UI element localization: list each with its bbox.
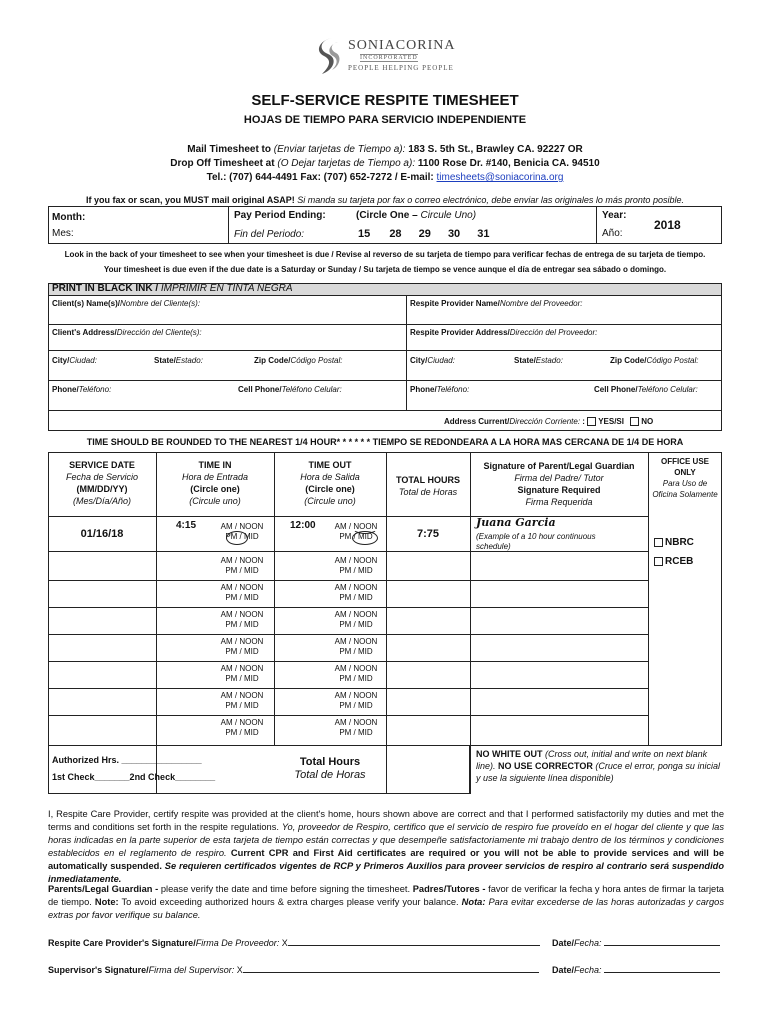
certification-text: I, Respite Care Provider, certify respite was provided at the client's home, hours shown above are correct and that I performed satisfactorily my duties and met the terms and conditions set forth in the respite regulations. Yo, proveedor de Respiro, certifico que el servicio de respiro fue proveído en el hogar del cliente y que las horas indicadas en la parte superior de esta tarjeta de tiempo están correctas y que desempeñe satisfactoriamente mi trabajo dentro de los términos y condiciones establecidos en el reglamento de respiro. Current CPR and First Aid certificates are required or you will not be able to provide services and will be automatically suspended. Se requieren certificados vigentes de RCP y Primeros Auxilios para proveer servicios de respiro al contrario será suspendido inmediatamente.: [48, 809, 725, 884]
ampm-choice[interactable]: [326, 610, 386, 630]
pm-mid-label: PM / MID: [225, 620, 259, 629]
pm-mid-label: PM / MID: [339, 728, 373, 737]
provider-phone-field[interactable]: Phone/Teléfono:: [410, 385, 470, 394]
ampm-choice[interactable]: [212, 691, 272, 711]
client-zip-field[interactable]: Zip Code/Código Postal:: [254, 356, 343, 365]
pm-mid-label: PM / MID: [339, 566, 373, 575]
rceb-option[interactable]: RCEB: [654, 556, 693, 567]
am-noon-label: AM / NOON: [220, 610, 264, 619]
am-noon-label: AM / NOON: [220, 691, 264, 700]
nbrc-checkbox[interactable]: [654, 538, 663, 547]
ampm-choice[interactable]: [212, 664, 272, 684]
ampm-choice[interactable]: [326, 664, 386, 684]
total-hours-label: Total Hours Total de Horas: [294, 756, 366, 781]
am-noon-label: AM / NOON: [220, 522, 264, 531]
pm-mid-label: PM / MID: [339, 593, 373, 602]
client-phone-field[interactable]: Phone/Teléfono:: [52, 385, 112, 394]
logo-name: SONIACORINA: [348, 38, 456, 53]
year-label: Year:: [602, 210, 627, 221]
am-noon-label: AM / NOON: [334, 718, 378, 727]
ampm-choice[interactable]: [212, 637, 272, 657]
header-total-hours: TOTAL HOURS Total de Horas: [395, 475, 460, 497]
pm-mid-label: PM / MID: [225, 701, 259, 710]
am-noon-label: AM / NOON: [220, 664, 264, 673]
mail-line-3: Tel.: (707) 644-4491 Fax: (707) 652-7272 / E-mail: timesheets@soniacorina.org: [206, 172, 564, 183]
example-note: (Example of a 10 hour continuous schedule): [476, 532, 596, 551]
email-link[interactable]: timesheets@soniacorina.org: [436, 172, 564, 183]
parents-note: Parents/Legal Guardian - please verify the date and time before signing the timesheet. Padres/Tutores - favor de verificar la fecha y hora antes de firmar la tarjeta de tiempo. Note: To avoid exceeding authorized hours & extra charges please verify your balance. Nota: Para evitar excederse de las horas autorizadas y cargos extras por favor verifique su balance.: [48, 884, 724, 920]
pm-mid-label: PM / MID: [339, 674, 373, 683]
ampm-choice[interactable]: [212, 610, 272, 630]
am-noon-label: AM / NOON: [220, 556, 264, 565]
ano-label: Año:: [602, 228, 623, 239]
page-subtitle: HOJAS DE TIEMPO PARA SERVICIO INDEPENDIENTE: [243, 114, 527, 126]
check-line[interactable]: 1st Check_______2nd Check________: [52, 772, 216, 782]
provider-name-field[interactable]: Respite Provider Name/Nombre del Proveedor:: [410, 299, 583, 308]
company-logo: [312, 36, 462, 78]
example-date: 01/16/18: [80, 528, 124, 540]
header-signature: Signature of Parent/Legal Guardian Firma del Padre/ Tutor Signature Required Firma Requerida: [483, 461, 635, 507]
header-time-out: TIME OUT Hora de Salida (Circle one) (Circule uno): [300, 460, 360, 506]
am-noon-label: AM / NOON: [220, 718, 264, 727]
pm-mid-label: PM / MID: [225, 593, 259, 602]
address-current: Address Current/Dirección Corriente: : YES/SI NO: [444, 417, 654, 426]
header-time-in: TIME IN Hora de Entrada (Circle one) (Circule uno): [181, 460, 249, 506]
pay-period-label: Pay Period Ending:: [234, 210, 326, 221]
logo-swirl-icon: [312, 36, 346, 76]
provider-city-field[interactable]: City/Ciudad:: [410, 356, 455, 365]
mail-line-1: Mail Timesheet to (Enviar tarjetas de Tiempo a): 183 S. 5th St., Brawley CA. 92227 OR: [187, 144, 583, 155]
no-white-out-note: NO WHITE OUT (Cross out, initial and write on next blank line). NO USE CORRECTOR (Cruce el error, ponga su inicial y use la siguiente línea disponible): [476, 749, 720, 783]
am-noon-label: AM / NOON: [334, 610, 378, 619]
am-noon-label: AM / NOON: [220, 637, 264, 646]
am-noon-label: AM / NOON: [334, 522, 378, 531]
am-noon-label: AM / NOON: [334, 664, 378, 673]
day-option[interactable]: 29: [418, 228, 431, 240]
provider-state-field[interactable]: State/Estado:: [514, 356, 563, 365]
day-option[interactable]: 31: [477, 228, 490, 240]
am-noon-label: AM / NOON: [334, 583, 378, 592]
circle-one-label: (Circle One – Circule Uno): [356, 210, 477, 221]
example-time-in: 4:15: [176, 520, 197, 531]
lookback-note: Look in the back of your timesheet to see when your timesheet is due / Revise al reverso de su tarjeta de tiempo para verificar fechas de entrega de su tarjeta de tiempo.: [64, 250, 706, 259]
authorized-hours[interactable]: Authorized Hrs. ________________: [52, 755, 202, 765]
client-cell-field[interactable]: Cell Phone/Teléfono Celular:: [238, 385, 342, 394]
pm-mid-label: PM / MID: [225, 728, 259, 737]
pm-mid-label: PM / MID: [225, 647, 259, 656]
rceb-checkbox[interactable]: [654, 557, 663, 566]
pm-mid-label: PM / MID: [225, 532, 259, 541]
pm-mid-label: PM / MID: [225, 566, 259, 575]
ampm-choice[interactable]: [212, 583, 272, 603]
example-time-out: 12:00: [290, 520, 316, 531]
ampm-choice[interactable]: [212, 556, 272, 576]
supervisor-date-line[interactable]: Date/Fecha:: [552, 965, 720, 975]
pm-mid-label: PM / MID: [225, 674, 259, 683]
yes-checkbox[interactable]: [587, 417, 596, 426]
totals-row: [48, 746, 470, 794]
provider-signature-line[interactable]: Respite Care Provider's Signature/Firma De Proveedor: X: [48, 938, 540, 948]
due-note: Your timesheet is due even if the due date is a Saturday or Sunday / Su tarjeta de tiempo se vence aunque el día de entregar sea sábado o domingo.: [103, 265, 667, 274]
am-noon-label: AM / NOON: [334, 691, 378, 700]
pay-period-days: [358, 228, 490, 240]
provider-date-line[interactable]: Date/Fecha:: [552, 938, 720, 948]
day-option[interactable]: 28: [389, 228, 402, 240]
ampm-choice[interactable]: [326, 637, 386, 657]
pm-mid-label: PM / MID: [339, 620, 373, 629]
client-name-field[interactable]: Client(s) Name(s)/Nombre del Cliente(s):: [52, 299, 201, 308]
example-signature: Juana Garcia: [476, 516, 556, 529]
rounding-note: TIME SHOULD BE ROUNDED TO THE NEAREST 1/4 HOUR* * * * * * TIEMPO SE REDONDEARA A LA HORA MAS CERCANA DE 1/4 DE HORA: [86, 437, 684, 447]
ampm-choice[interactable]: [326, 691, 386, 711]
month-label: Month:: [52, 212, 86, 223]
supervisor-signature-line[interactable]: Supervisor's Signature/Firma del Supervisor: X: [48, 965, 539, 975]
ampm-choice[interactable]: [212, 718, 272, 738]
year-value[interactable]: 2018: [654, 218, 681, 232]
logo-tagline: PEOPLE HELPING PEOPLE: [348, 64, 454, 72]
example-total: 7:75: [416, 528, 440, 540]
provider-cell-field[interactable]: Cell Phone/Teléfono Celular:: [594, 385, 698, 394]
provider-address-field[interactable]: Respite Provider Address/Dirección del Proveedor:: [410, 328, 598, 337]
print-ink-label: PRINT IN BLACK INK / IMPRIMIR EN TINTA NEGRA: [52, 283, 293, 294]
day-option[interactable]: 15: [358, 228, 371, 240]
noon-circle-mark: [352, 521, 378, 534]
page-title: SELF-SERVICE RESPITE TIMESHEET: [251, 92, 519, 109]
ampm-choice[interactable]: [326, 718, 386, 738]
ampm-choice[interactable]: [326, 556, 386, 576]
client-address-field[interactable]: Client's Address/Dirección del Cliente(s):: [52, 328, 202, 337]
header-service-date: SERVICE DATE Fecha de Servicio (MM/DD/YY) (Mes/Día/Año): [65, 460, 139, 506]
ampm-choice[interactable]: [326, 583, 386, 603]
no-checkbox[interactable]: [630, 417, 639, 426]
header-office-use: OFFICE USE ONLY Para Uso de Oficina Solamente: [652, 457, 718, 499]
day-option[interactable]: 30: [447, 228, 461, 240]
am-noon-label: AM / NOON: [334, 556, 378, 565]
client-state-field[interactable]: State/Estado:: [154, 356, 203, 365]
pm-mid-label: PM / MID: [339, 701, 373, 710]
pm-mid-label: PM / MID: [339, 532, 373, 541]
mes-label: Mes:: [52, 228, 74, 239]
client-city-field[interactable]: City/Ciudad:: [52, 356, 97, 365]
mail-line-2: Drop Off Timesheet at (O Dejar tarjetas de Tiempo a): 1100 Rose Dr. #140, Benicia CA. 94510: [170, 158, 600, 169]
pm-mid-label: PM / MID: [339, 647, 373, 656]
fin-periodo-label: Fin del Periodo:: [234, 229, 305, 240]
provider-zip-field[interactable]: Zip Code/Código Postal:: [610, 356, 699, 365]
am-noon-label: AM / NOON: [334, 637, 378, 646]
fax-note: If you fax or scan, you MUST mail original ASAP! Si manda su tarjeta por fax o correo electrónico, debe enviar las originales lo más pronto posible.: [86, 195, 684, 205]
pm-circle-mark: [226, 531, 248, 545]
nbrc-option[interactable]: NBRC: [654, 537, 694, 548]
am-noon-label: AM / NOON: [220, 583, 264, 592]
logo-sub: INCORPORATED: [360, 55, 418, 61]
